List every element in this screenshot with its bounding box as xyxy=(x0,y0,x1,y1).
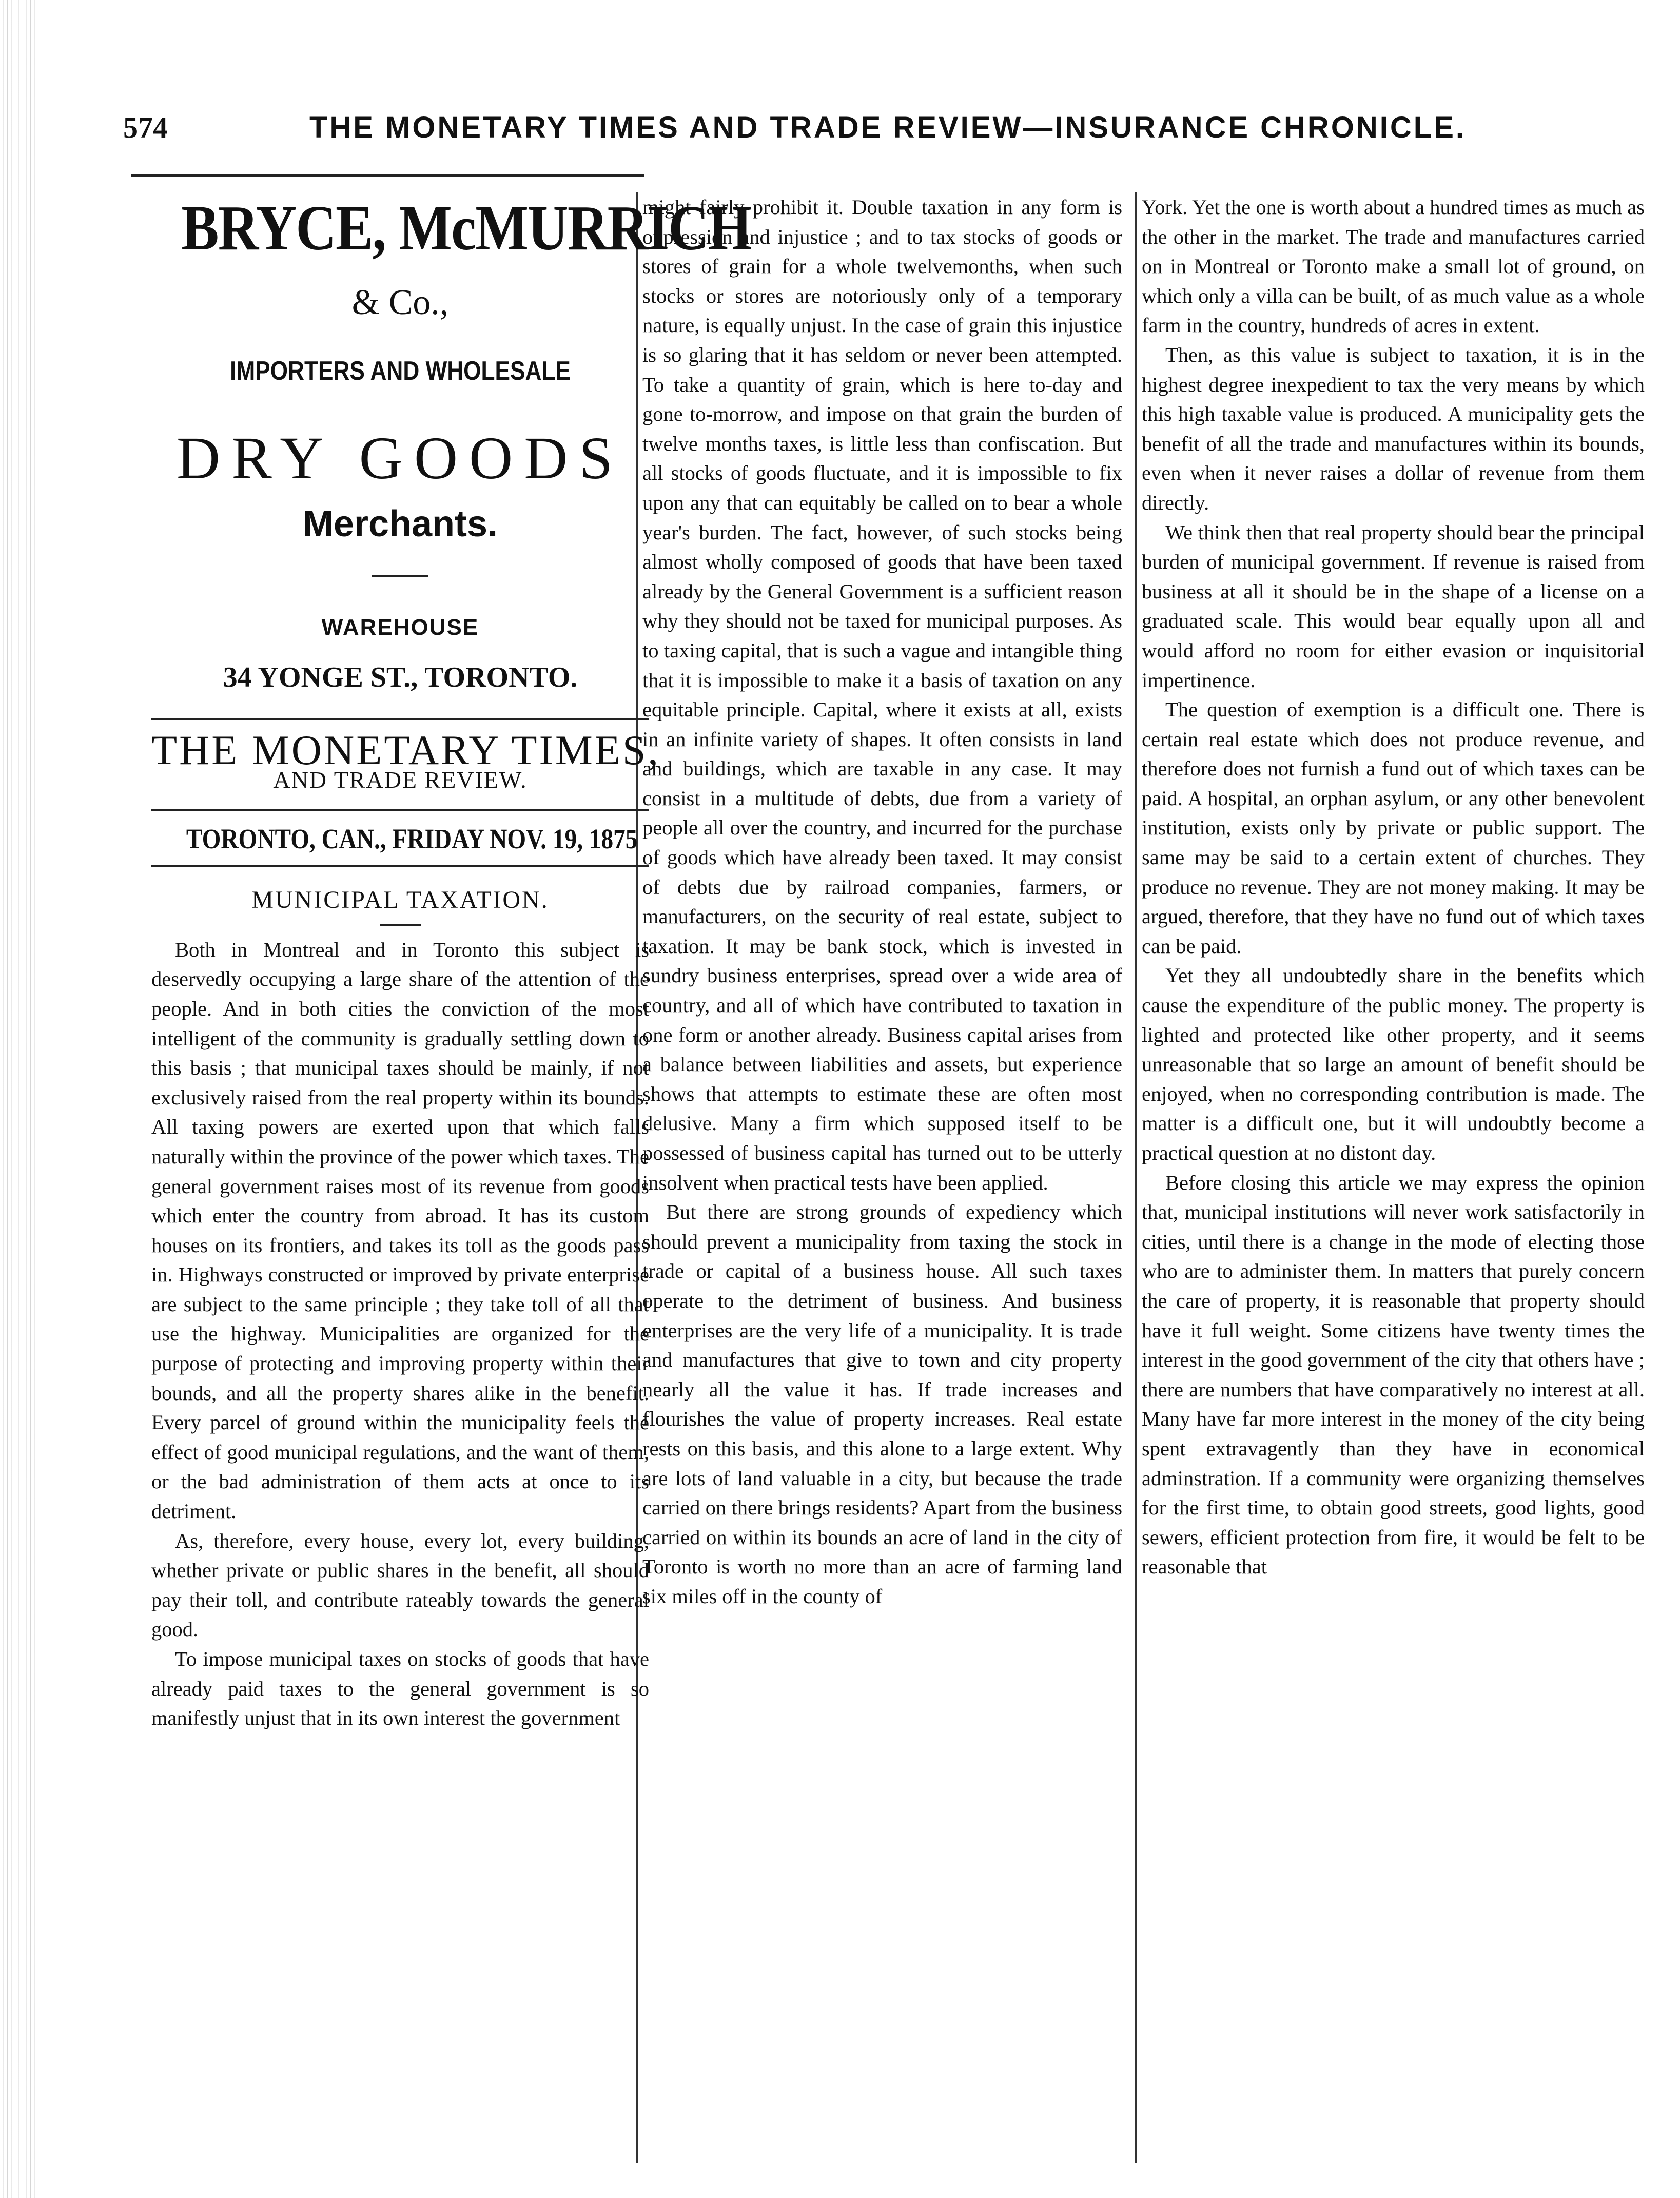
column-1 xyxy=(151,192,751,1733)
masthead-subtitle: AND TRADE REVIEW. xyxy=(273,766,528,793)
paragraph: Both in Montreal and in Toronto this subject is deservedly occupying a large share of the attention of the people. And in both cities the conviction of the most intelligent of the community is gradually settling down to this basis ; that municipal taxes should be mainly, if not exclusively raised from the real property within its bounds. All taxing powers are exerted upon that which falls naturally within the province of the power which taxes. The general government raises most of its revenue from goods which enter the country from abroad. It has its custom houses on its frontiers, and takes its toll as the goods pass in. Highways constructed or improved by private enterprise are subject to the same principle ; they take toll of all that use the highway. Municipalities are organized for the purpose of protecting and improving property within their bounds, and all the property shares alike in the benefit. Every parcel of ground within the municipality feels the effect of good municipal regulations, and the want of them, or the bad administration of them acts at once to its detriment. xyxy=(151,938,649,1523)
paragraph: York. Yet the one is worth about a hundred times as much as the other in the market. The trade and manufactures carried on in Montreal or Toronto make a small lot of ground, on which only a villa can be built, of as much value as a whole farm in the country, hundreds of acres in extent. xyxy=(1142,196,1645,337)
warehouse-address: 34 YONGE ST., TORONTO. xyxy=(223,661,578,693)
column-2 xyxy=(642,192,1122,1611)
masthead-rule-mid xyxy=(151,809,649,811)
ad-divider xyxy=(372,575,428,577)
top-rule xyxy=(131,174,644,177)
importers-line: IMPORTERS AND WHOLESALE xyxy=(230,356,571,386)
firm-name: BRYCE, McMURRICH xyxy=(181,193,751,264)
dateline: TORONTO, CAN., FRIDAY NOV. 19, 1875 xyxy=(186,823,638,854)
paragraph: Then, as this value is subject to taxation, it is in the highest degree inexpedient to tax the very means by which this high taxable value is produced. A municipality gets the benefit of all the trade and manufactures within its bounds, even when it never raises a dollar of revenue from them directly. xyxy=(1142,343,1645,514)
warehouse-label: WAREHOUSE xyxy=(321,615,479,640)
article-title: MUNICIPAL TAXATION. xyxy=(251,886,549,914)
dry-goods-heading: DRY GOODS xyxy=(176,424,624,492)
column-rule-2 xyxy=(1135,192,1137,2163)
page-number: 574 xyxy=(123,111,168,144)
running-title: THE MONETARY TIMES AND TRADE REVIEW—INSURANCE CHRONICLE. xyxy=(309,111,1467,144)
scan-edge xyxy=(0,0,36,2198)
advertisement xyxy=(151,192,751,693)
paragraph: As, therefore, every house, every lot, every building, whether private or public shares in the benefit, all should pay their toll, and contribute rateably towards the general good. xyxy=(151,1529,649,1641)
masthead-name: THE MONETARY TIMES, xyxy=(151,727,660,774)
title-divider xyxy=(380,924,421,926)
paragraph: We think then that real property should bear the principal burden of municipal government. If revenue is raised from business at all it should be in the shape of a license on a graduated scale. This would bear equally upon all and would afford no room for either evasion or inquisitorial impertinence. xyxy=(1142,520,1645,692)
masthead-rule-top xyxy=(151,718,649,720)
masthead-rule-bottom xyxy=(151,865,649,867)
paragraph: Yet they all undoubtedly share in the benefits which cause the expenditure of the public money. The property is lighted and protected like other property, and it seems unreasonable that so large an amount of benefit should be enjoyed, when no corresponding contribution is made. The matter is a difficult one, but it will undoubtly become a practical question at no distont day. xyxy=(1142,964,1645,1164)
firm-co: & Co., xyxy=(351,283,449,322)
paragraph: To impose municipal taxes on stocks of goods that have already paid taxes to the general government is so manifestly unjust that in its own interest the government xyxy=(151,1647,649,1730)
paragraph: The question of exemption is a difficult one. There is certain real estate which does not produce revenue, and therefore does not furnish a fund out of which taxes can be paid. A hospital, an orphan asylum, or any other benevolent institution, exists only by private or public support. The same may be said to a certain extent of churches. They produce no revenue. They are not money making. It may be argued, therefore, that they have no fund out of which taxes can be paid. xyxy=(1142,698,1645,958)
column-3 xyxy=(1142,192,1645,1582)
paragraph: might fairly prohibit it. Double taxation in any form is oppression and injustice ; and to tax stocks of goods or stores of grain for a whole twelvemonths, when such stocks or stores are notoriously only of a temporary nature, is equally unjust. In the case of grain this injustice is so glaring that it has seldom or never been attempted. To take a quantity of grain, which is here to-day and gone to-morrow, and impose on that grain the burden of twelve months taxes, is little less than confiscation. But all stocks of goods fluctuate, and it is impossible to fix upon any that can equitably be called on to bear a whole year's burden. The fact, however, of such stocks being almost wholly composed of goods that have been taxed already by the General Government is a sufficient reason why they should not be taxed for municipal purposes. As to taxing capital, that is such a vague and intangible thing that it is impossible to make it a basis of taxation on any equitable principle. Capital, where it exists at all, exists in an infinite variety of shapes. It often consists in land and buildings, which are taxable in any case. It may consist in a multitude of debts, due from a variety of people all over the country, and incurred for the purchase of goods which have already been taxed. It may consist of debts due by railroad companies, farmers, or manufacturers, on the security of real estate, subject to taxation. It may be bank stock, which is invested in sundry business enterprises, spread over a wide area of country, and all of which have contributed to taxation in one form or another already. Business capital arises from a balance between liabilities and assets, but experience shows that attempts to estimate these are often most delusive. Many a firm which supposed itself to be possessed of business capital has turned out to be utterly insolvent when practical tests have been applied. xyxy=(642,196,1122,1194)
merchants-line: Merchants. xyxy=(302,503,498,544)
paragraph: But there are strong grounds of expediency which should prevent a municipality from taxing the stock in trade or capital of a business house. All such taxes operate to the detriment of business. And business enterprises are the very life of a municipality. It is trade and manufactures that give to town and city property nearly all the value it has. If trade increases and flourishes the value of property increases. Real estate rests on this basis, and this alone to a large extent. Why are lots of land valuable in a city, but because the trade carried on there brings residents? Apart from the business carried on within its bounds an acre of land in the city of Toronto is worth no more than an acre of farming land six miles off in the county of xyxy=(642,1200,1122,1608)
paragraph: Before closing this article we may express the opinion that, municipal institutions will never work satisfactorily in cities, until there is a change in the mode of electing those who are to administer them. In matters that purely concern the care of property, it is reasonable that property should have it full weight. Some citizens have twenty times the interest in the good government of the city that others have ; there are numbers that have comparatively no interest at all. Many have far more interest in the money of the city being spent extravagently than they have in economical adminstration. If a community were organizing themselves for the first time, to obtain good streets, good lights, good sewers, efficient protection from fire, it would be felt to be reasonable that xyxy=(1142,1171,1645,1579)
page-header xyxy=(123,110,1652,157)
